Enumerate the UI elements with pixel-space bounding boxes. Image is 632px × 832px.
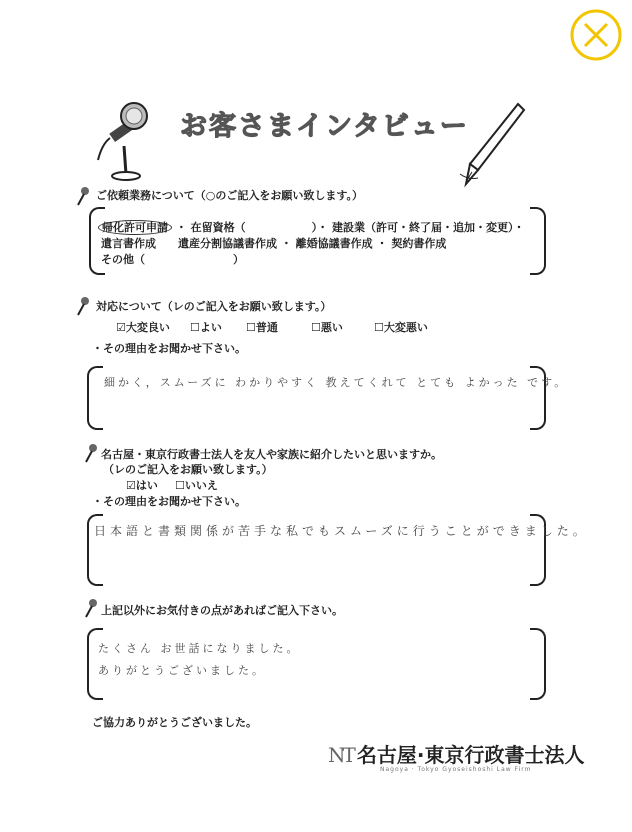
q1-options-line2: 遺言書作成 遺産分割協議書作成 ・ 離婚協議書作成 ・ 契約書作成 — [101, 237, 447, 250]
logo-mark: NT — [328, 743, 353, 767]
q3-answer: 日本語と書類関係が苦手な私でもスムーズに行うことができました。 — [94, 524, 589, 538]
q1-options-line3: その他（ ） — [101, 253, 244, 266]
firm-name: 名古屋·東京行政書士法人 — [356, 743, 585, 767]
q3-option-yes[interactable]: ☑はい — [126, 479, 158, 492]
q4-heading: 上記以外にお気付きの点があればご記入下さい。 — [101, 604, 343, 617]
q2-option-4[interactable]: ☐悪い — [311, 321, 343, 334]
q1-options-line1 — [101, 219, 525, 235]
q2-option-3[interactable]: ☐普通 — [246, 321, 278, 334]
q2-reason-label: ・その理由をお聞かせ下さい。 — [92, 342, 246, 355]
pin-icon — [84, 598, 98, 618]
q2-heading: 対応について（レのご記入をお願い致します。） — [96, 300, 332, 313]
pin-icon — [76, 296, 90, 316]
close-circle-icon[interactable] — [569, 8, 623, 62]
firm-name-english: Nagoya · Tokyo Gyoseishoshi Law Firm — [380, 766, 532, 773]
pin-icon — [76, 186, 90, 206]
q2-option-5[interactable]: ☐大変悪い — [374, 321, 428, 334]
q2-bracket-left — [87, 366, 103, 430]
q4-answer-line2: ありがとうございました。 — [98, 664, 266, 677]
q4-answer-line1: たくさん お世話になりました。 — [98, 642, 301, 655]
q3-reason-label: ・その理由をお聞かせ下さい。 — [92, 495, 246, 508]
q1-options-line1-rest: ・ 在留資格（ ）・ 建設業（許可・終了届・追加・変更）・ — [175, 221, 525, 234]
microphone-icon — [90, 98, 160, 183]
q3-subheading: （レのご記入をお願い致します。） — [103, 463, 273, 476]
q2-option-2[interactable]: ☐よい — [190, 321, 222, 334]
q3-option-no[interactable]: ☐いいえ — [175, 479, 218, 492]
fountain-pen-icon — [458, 100, 528, 190]
page-title: お客さまインタビュー — [180, 111, 469, 142]
q3-heading: 名古屋・東京行政書士法人を友人や家族に紹介したいと思いますか。 — [101, 448, 442, 461]
q4-bracket-right — [530, 628, 546, 700]
q2-answer: 細かく，スムーズに わかりやすく 教えてくれて とても よかった です。 — [104, 376, 569, 389]
q1-bracket-right — [530, 207, 546, 275]
firm-logo — [328, 739, 584, 768]
pin-icon — [84, 443, 98, 463]
closing-text: ご協力ありがとうございました。 — [92, 716, 257, 729]
q1-heading: ご依頼業務について（○のご記入をお願い致します。） — [96, 189, 363, 202]
q1-selected-option: 帰化許可申請 — [98, 220, 172, 235]
q2-option-1[interactable]: ☑大変良い — [116, 321, 170, 334]
